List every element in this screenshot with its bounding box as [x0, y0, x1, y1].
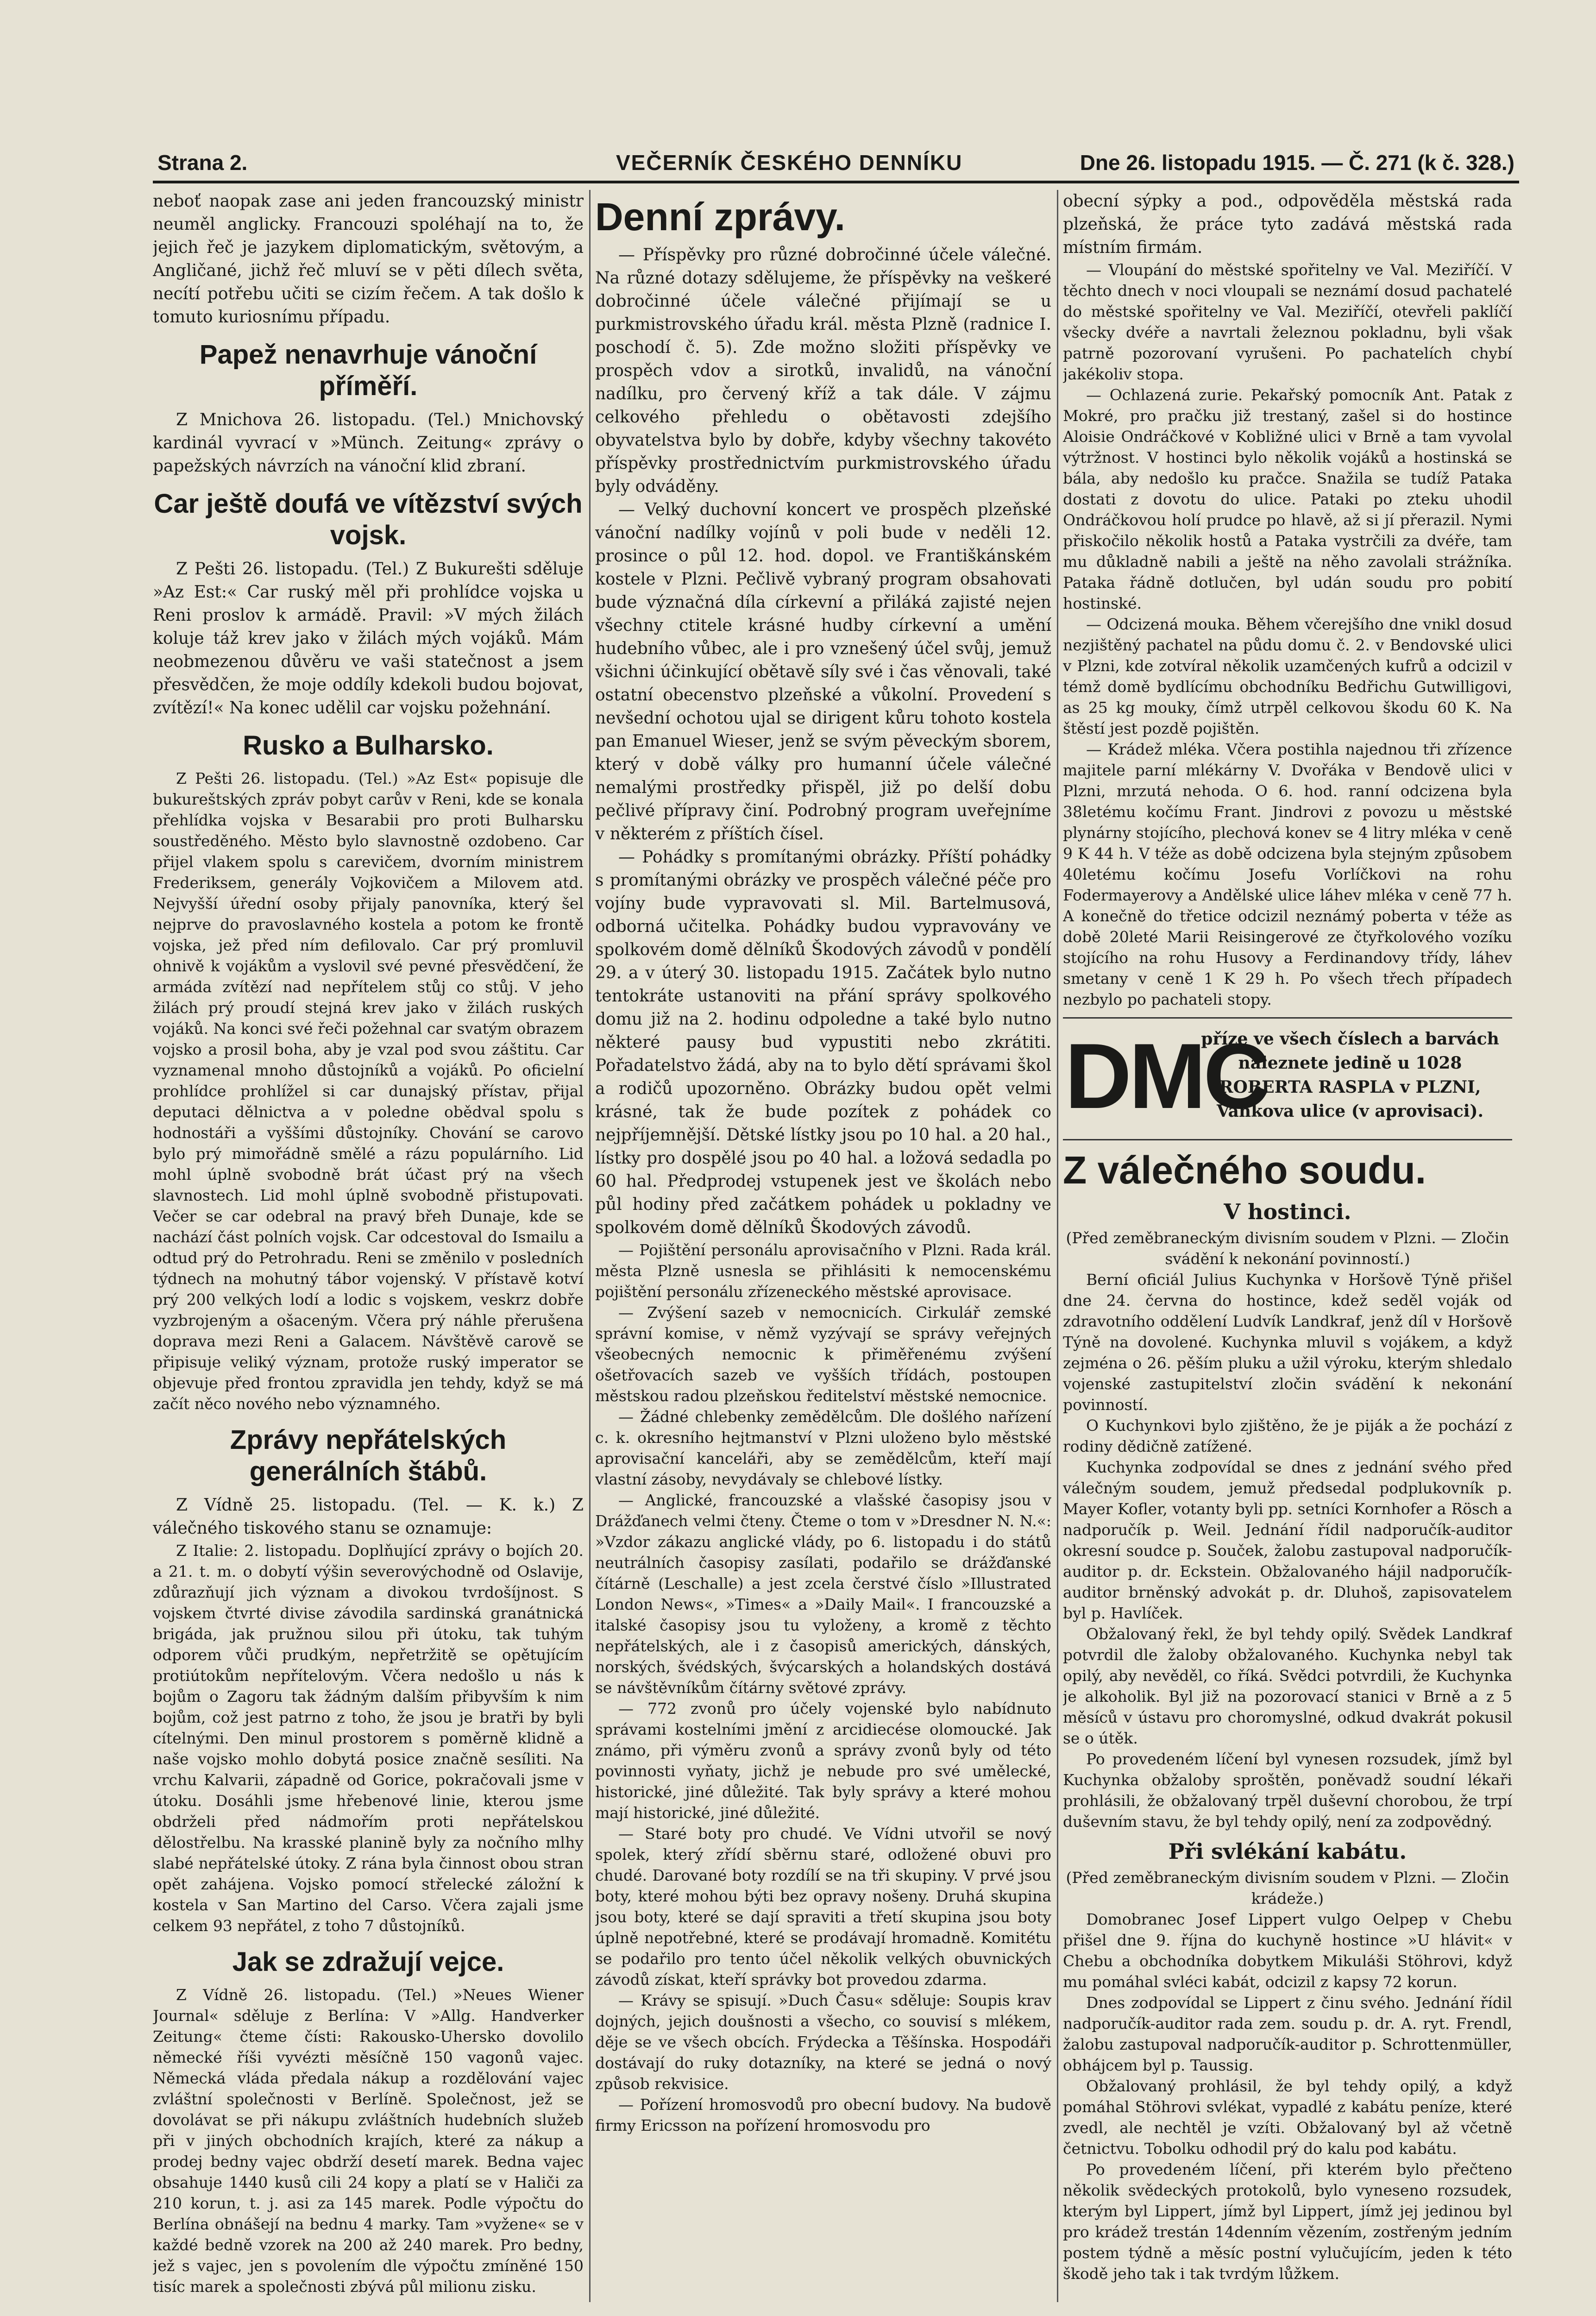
news-item: — Vloupání do městské spořitelny ve Val. Meziříčí. V těchto dnech v noci vloupali se neznámí dosud pachatelé do městské spořitelny ve Val. Meziříčí, otevřeli paklíčí všecky dvéře a navrtali železnou pokladnu, byli však patrně pozorovaní vyrušeni. Po pachatelích chybí jakékoliv stopa. [1063, 261, 1512, 383]
advertisement [1063, 1017, 1512, 1140]
news-item: — Velký duchovní koncert ve prospěch plzeňské vánoční nadílky vojínů v poli bude v neděli 12. prosince o půl 12. hod. dopol. ve Františkánském kostele v Plzni. Pečlivě vybraný program obsahovati bude význačná díla církevní a přiláká zajisté nejen všechny ctitele krásné hudby církevní a umění hudebního vůbec, ale i pro vznešený účel svůj, jemuž všichni účinkující obětavě síly své i čas věnovali, také ostatní obecenstvo plzeňské a vůkolní. Provedení s nevšední ochotou ujal se dirigent kůru tohoto kostela pan Emanuel Wieser, jenž se svým pěveckým sborem, který v době války pro humanní účele válečné nemalými prostředky přispěl, již po delší dobu pečlivé přípravy činí. Podrobný program uveřejníme v některém z příštích čísel. [595, 500, 1051, 843]
column-divider [1057, 190, 1058, 2302]
article-body: Z Vídně 26. listopadu. (Tel.) »Neues Wiener Journal« sděluje z Berlína: V »Allg. Handverker Zeitung« čteme čísti: Rakousko-Uhersko dovolilo německé říši vyvézti měsíčně 150 vagonů vajec. Německá vláda předala nákup a rozdělování vajec zvláštní společnosti v Berlíně. Společnost, jež se dovolávat se při nákupu zvláštních hudebních služeb při v jiných obchodních krajích, které za nákup a prodej bedny vajec obdrží desetí marek. Bedna vajec obsahuje 1440 kusů cili 24 kopy a platí se v Haliči za 210 korun, t. j. asi za 145 marek. Podle výpočtu do Berlína obnášejí na bednu 4 marky. Tam »vyžene« se v každé bedně vzorek na 200 až 240 marek. Pro bedny, jež s vajec, jen s povolením dle výpočtu zmíněné 150 tisíc marek a společnosti zbývá půl milionu zisku. [153, 1986, 584, 2296]
column-2 [595, 190, 1051, 2302]
news-item: — Pořízení hromosvodů pro obecní budovy. Na budově firmy Ericsson na pořízení hromosvodu pro [595, 2096, 1051, 2134]
ad-line: ROBERTA RASPLA v PLZNI, [1219, 1077, 1481, 1097]
court-note: (Před zeměbraneckým divisním soudem v Plzni. — Zločin krádeže.) [1066, 1869, 1509, 1907]
article-body: Kuchynka zodpovídal se dnes z jednání svého před válečným soudem, jemuž předsedal podplukovník p. Mayer Kofler, votanty byli pp. setníci Kornhofer a Rösch a nadporučík p. Weil. Jednání řídil nadporučík-auditor okresní soudce p. Souček, žalobu zastupoval nadporučík-auditor p. dr. Eckstein. Obžalovaného hájil nadporučík-auditor brněnský advokát p. dr. Dluhoš, zapisovatelem byl p. Havlíček. [1063, 1458, 1512, 1622]
article-body: O Kuchynkovi bylo zjištěno, že je piják a že pochází z rodiny dědičně zatížené. [1063, 1416, 1512, 1455]
headline: Papež nenavrhuje vánoční příměří. [199, 340, 537, 401]
news-item: — Ochlazená zurie. Pekařský pomocník Ant. Patak z Mokré, pro pračku již trestaný, zašel si do hostince Aloisie Ondráčkové v Kobližné ulici v Brně a tam vyvolal výtržnost. V hostinci bylo několik vojáků a hostinská se bála, aby nedošlo ku pračce. Snažila se tudíž Pataka dostati z dovotu do ulice. Pataki po zteku uhodil Ondráčkovou holí prudce po hlavě, až si jí přerazil. Nymi přiskočilo několik hostů a Pataka vystrčili za dvéře, tam mu důkladně nabili a ještě na něho zavolali strážníka. Pataka řádně dotlučen, byl udán soudu pro pobití hostinské. [1063, 386, 1512, 612]
article-body: Domobranec Josef Lippert vulgo Oelpep v Chebu přišel dne 9. října do kuchyně hostince »U hlávit« v Chebu a obchodníka dobytkem Mikuláši Stöhrovi, když mu pomáhal svléci kabát, odcizil z kapsy 72 korun. [1063, 1910, 1512, 1991]
article-body: Berní oficiál Julius Kuchynka v Horšově Týně přišel dne 24. června do hostince, kdež seděl voják od zdravotního oddělení Ludvík Landkraf, jenž díl v Horšově Týně na dovolené. Kuchynka mluvil s vojákem, a když zejména o 26. pěším pluku a užil výroku, kterým shledalo vojenské zastupitelství zločin svádění k nekonání povinností. [1063, 1271, 1512, 1414]
ad-line: Vankova ulice (v aprovisaci). [1216, 1101, 1484, 1121]
headline: Zprávy nepřátelských generálních štábů. [230, 1425, 507, 1486]
article-body: Z Pešti 26. listopadu. (Tel.) »Az Est« popisuje dle bukureštských zpráv pobyt carův v Reni, kde se konala přehlídka vojska v Besarabii pro proti Bulharsku soustředěného. Město bylo slavnostně ozdobeno. Car přijel vlakem spolu s carevičem, dvorním ministrem Frederiksem, generály Vojkovičem a Milovem atd. Nejvyšší úřední osoby přijaly panovníka, který šel nejprve do pravoslavného kostela a potom ke frontě vojska, jež před ním defilovalo. Car prý promluvil ohnivě k vojákům a vyslovil své pevné přesvědčení, že armáda zvítězí nad nepřítelem stůj co stůj. V jeho žilách prý proudí stejná krev jako v žilách ruských vojáků. Na konci své řeči požehnal car svatým obrazem vojsko a prosil boha, aby je vzal pod svou záštitu. Car vyznamenal mnoho důstojníků a vojáků. Po oficielní prohlídce prohlížel si car dunajský přístav, přijal deputaci dělnictva a v poledne obědval spolu s hodnostáři a vyššími důstojníky. Chování se carovo bylo prý mimořádně smělé a rázu populárního. Lid mohl úplně svobodně brát účast prý na všech slavnostech. Lid mohl úplně svobodně přistupovati. Večer se car odebral na pravý břeh Dunaje, kde se nachází část polních vojsk. Car odcestoval do Ismailu a odtud prý do Petrohradu. Reni se změnilo v posledních týdnech na mohutný tábor vojenský. V přístavě kotví prý 200 velkých lodí a lodic s vojskem, veskrz dobře vyzbrojeným a ošaceným. Včera prý náhle přerušena doprava mezi Reni a Galacem. Návštěvě carově se připisuje veliký význam, protože ruský imperator se objevuje před frontou zpravidla jen tehdy, když se má začít něco nového nebo významného. [153, 769, 584, 1413]
news-item: — Anglické, francouzské a vlašské časopisy jsou v Drážďanech velmi čteny. Čteme o tom v »Dresdner N. N.«: »Vzdor zákazu anglické vlády, po 6. listopadu i do států neutrálních časopisy zasílati, podařilo se drážďanské čítárně (Leschalle) a jest zcela čerstvé číslo »Illustrated London News«, »Times« a »Daily Mail«. I francouzské a italské časopisy jsou tu vyloženy, a kromě z těchto nepřátelských, ale i z časopisů amerických, dánských, norských, švédských, švýcarských a holandských dostává se návštěvníkům čítárny světové zprávy. [595, 1491, 1051, 1697]
news-item: obecní sýpky a pod., odpověděla městská rada plzeňská, že práce tyto zadává městská rada místním firmám. [1063, 192, 1512, 257]
section-title: Z válečného soudu. [1063, 1148, 1426, 1192]
page-number: Strana 2. [157, 151, 248, 175]
newspaper-title: VEČERNÍK ČESKÉHO DENNÍKU [616, 151, 963, 175]
ad-line: příze ve všech číslech a barvách [1201, 1029, 1499, 1049]
subheadline: Při svlékání kabátu. [1168, 1839, 1407, 1864]
headline: Jak se zdražují vejce. [232, 1947, 504, 1977]
news-item: — Krádež mléka. Včera postihla najednou tři zřízence majitele parní mlékárny V. Dvořáka v Bendově ulici v Plzni, mrzutá nehoda. O 6. hod. ranní odcizena byla 38letému kočímu Frant. Jindrovi z povozu u městské plynárny stojícího, plechová konev se 4 litry mléka v ceně 9 K 44 h. V téže as době odcizena byla stejným způsobem 40letému kočímu Josefu Vorlíčkovi na rohu Fodermayerovy a Andělské ulice láhev mléka v ceně 77 h. A konečně do třetice odcizil neznámý poberta v téže as době 20leté Marii Reisingerové ze čtyřkolového vozíku stojícího na rohu Husovy a Ferdinandovy třídy, láhev smetany v ceně 1 K 29 h. Po všech třech případech nezbylo po pachateli stopy. [1063, 740, 1512, 1008]
article-body: Po provedeném líčení, při kterém bylo přečteno několik svědeckých protokolů, bylo vyneseno rozsudek, kterým byl Lippert, jímž byl Lippert, jímž jej jedinou byl pro krádež trestán 14denním vězením, zostřeným jedním postem týdně a měsíc postní vylučujícím, jeden k této škodě jeho tak i tak tvrdým lůžkem. [1063, 2160, 1512, 2283]
news-item: — Zvýšení sazeb v nemocnicích. Cirkulář zemské správní komise, v němž vyzývají se správy veřejných všeobecných nemocnic k přiměřenému zvýšení ošetřovacích sazeb ve vyšších třídách, postoupen městskou radou plzeňskou ředitelství městské nemocnice. [595, 1303, 1051, 1405]
article-body: Dnes zodpovídal se Lippert z činu svého. Jednání řídil nadporučík-auditor rada zem. soudu p. dr. A. ryt. Frendl, žalobu zastupoval nadporučík-auditor p. Schrottenmüller, obhájcem byl p. Taussig. [1063, 1994, 1512, 2074]
article-body: Obžalovaný prohlásil, že byl tehdy opilý, a když pomáhal Stöhrovi svlékat, vypadlé z kabátu peníze, které zvedl, ale nechtěl je vzíti. Obžalovaný byl až včetně četnictvu. Tobolku odhodil prý do kalu pod kabátu. [1063, 2077, 1512, 2158]
article-body: Obžalovaný řekl, že byl tehdy opilý. Svědek Landkraf potvrdil dle žaloby obžalovaného. Kuchynka nebyl tak opilý, aby nevěděl, co říká. Svědci potvrdili, že Kuchynka je alkoholik. Byl již na pozorovací stanici v Brně a z 5 měsíců v ústavu pro choromyslné, odkud dvakrát pokusil se o útěk. [1063, 1625, 1512, 1747]
news-item: — Pojištění personálu aprovisačního v Plzni. Rada král. města Plzně usnesla se přihlásiti k nemocenskému pojištění personálu zřízeneckého městské aprovisace. [595, 1241, 1051, 1301]
subheadline: V hostinci. [1224, 1199, 1351, 1224]
news-item: — Příspěvky pro různé dobročinné účele válečné. Na různé dotazy sdělujeme, že příspěvky na veškeré dobročinné účele válečné přijímají se u purkmistrovského úřadu král. města Plzně (radnice I. poschodí č. 5). Zde možno složiti příspěvky ve prospěch vdov a sirotků, invalidů, na vánoční nadílku, pro červený kříž a tak dále. V zájmu celkového přehledu o obětavosti zdejšího obyvatelstva bylo by dobře, kdyby všechny takovéto příspěvky prostřednictvím purkmistrovského úřadu byly odváděny. [595, 245, 1051, 496]
news-item: — Staré boty pro chudé. Ve Vídni utvořil se nový spolek, který zřídí sběrnu staré, odložené obuvi pro chudé. Darované boty rozdílí se na tři skupiny. V prvé jsou boty, které mohou býti bez opravy nošeny. Druhá skupina jsou boty, které se dají spraviti a třetí skupina jsou boty úplně nepotřebné, které se prodávají hromadně. Komitétu se podařilo pro tento účel několik velkých obuvnických závodů získat, kteří správky bot provedou zdarma. [595, 1825, 1051, 1989]
court-note: (Před zeměbraneckým divisním soudem v Plzni. — Zločin svádění k nekonání povinností.) [1066, 1229, 1509, 1268]
section-title: Denní zprávy. [595, 195, 845, 239]
page-header [153, 147, 1519, 183]
article-body: Z Mnichova 26. listopadu. (Tel.) Mnichovský kardinál vyvrací v »Münch. Zeitung« zprávy o papežských návrzích na vánoční klid zbraní. [153, 410, 584, 476]
headline: Rusko a Bulharsko. [243, 730, 494, 761]
article-continuation: neboť naopak zase ani jeden francouzský ministr neuměl anglicky. Francouzi spoléhají na to, že jejich řeč je jazykem diplomatickým, světovým, a Angličané, jichž řeč mluví se v pěti dílech světa, necítí potřebu učiti se cizím řečem. A tak došlo k tomuto kuriosnímu případu. [153, 192, 584, 327]
news-item: — 772 zvonů pro účely vojenské bylo nabídnuto správami kostelními jmění z arcidiecése olomoucké. Jak známo, při výměru zvonů a správy zvonů byly od této povinnosti vyňaty, jichž je nebude pro své umělecké, historické, jiné důležité. Tak byly správy a které mohou mají historické, jiné důležité. [595, 1699, 1051, 1822]
headline: Car ještě doufá ve vítězství svých vojsk. [154, 489, 583, 550]
column-1 [153, 190, 584, 2302]
news-item: — Krávy se spisují. »Duch Času« sděluje: Soupis krav dojných, jejich doušnosti a všecho, co souvisí s mlékem, děje se ve všech obcích. Frýdecka a Těšínska. Hospodáři dostávají do ruky dotazníky, na které se jedná o nový způsob rekvisice. [595, 1991, 1051, 2093]
column-3 [1063, 190, 1512, 2302]
ad-logo: DMC [1065, 1025, 1268, 1128]
news-item: — Odcizená mouka. Během včerejšího dne vnikl dosud nezjištěný pachatel na půdu domu č. 2. v Bendovské ulici v Plzni, kde zotvíral několik uzamčených kufrů a odcizil v témž domě bydlícímu obchodníku Bedřichu Gutwilligovi, as 25 kg mouky, čímž utrpěl celkovou škodu 60 K. Na štěstí jest pozdě pojištěn. [1063, 615, 1512, 737]
news-item: — Pohádky s promítanými obrázky. Příští pohádky s promítanými obrázky ve prospěch válečné péče pro vojíny bude vypravovati sl. Mil. Bartelmusová, odborná učitelka. Pohádky budou vypravovány ve spolkovém domě dělníků Škodových závodů v pondělí 29. a v úterý 30. listopadu 1915. Začátek bylo nutno tentokráte ustanoviti na přání správy spolkového domu již na 2. hodinu odpoledne a také bylo nutno některé pausy bud vypustiti nebo zkrátiti. Pořadatelstvo žádá, aby na to bylo dětí správami škol a rodičů upozorněno. Obrázky budou opět velmi krásné, tak že bude pozítek z pohádek co nejpříjemnější. Dětské lístky jsou po 10 hal. a 20 hal., lístky pro dospělé jsou po 40 hal. a ložová sedadla po 60 hal. Předprodej vstupenek jest ve školách nebo půl hodiny před začátkem pohádek u pokladny ve spolkovém domě dělníků Škodových závodů. [595, 848, 1051, 1237]
article-body: Z Vídně 25. listopadu. (Tel. — K. k.) Z válečného tiskového stanu se oznamuje: [153, 1496, 584, 1538]
news-item: — Žádné chlebenky zemědělcům. Dle došlého nařízení c. k. okresního hejtmanství v Plzni uloženo bylo městské aprovisační kanceláři, aby se zemědělcům, kteří mají vlastní zásoby, nevydávaly se chlebové lístky. [595, 1408, 1051, 1488]
ad-line: naleznete jedině u 1028 [1238, 1053, 1462, 1073]
article-body: Z Italie: 2. listopadu. Doplňující zprávy o bojích 20. a 21. t. m. o dobytí výšin severovýchodně od Oslavije, zdůrazňují jich význam a divokou tvrdošíjnost. S vojskem čtvrté divise závodila sardinská granátnická brigáda, jak pružnou silou při útoku, tak tuhým odporem vůči prudkým, nepřetržitě se opětujícím protiútokům nepřítelovým. Včera nedošlo u nás k bojům o Zagoru tak žádným dalším přibyvším k nim bojům, což jest patrno z toho, že jsou je bratři by byli cítelnými. Den minul prostorem s poměrně klidně a naše vojsko mohlo dobytá posice značně sesíliti. Na vrchu Kalvarii, západně od Gorice, pokračovali jsme v útoku. Dosáhli jsme hřebenové linie, kterou jsme obdrželi před nádmořím proti nepřátelskou dělostřelbu. Na krasské planině byly za nočního mlhy slabé nepřátelské útoky. Z rána byla činnost obou stran opět zahájena. Vojsko pomocí střelecké záložní k kostela v San Martino del Carso. Včera zajali jsme celkem 93 nepřátel, z toho 7 důstojníků. [153, 1542, 584, 1935]
article-body: Z Pešti 26. listopadu. (Tel.) Z Bukurešti sděluje »Az Est:« Car ruský měl při prohlídce vojska u Reni proslov k armádě. Pravil: »V mých žilách koluje táž krev jako v žilách mých vojáků. Mám neobmezenou důvěru ve vaši statečnost a jsem přesvědčen, že moje oddíly kdekoli budou bojovat, zvítězí!« Na konec udělil car vojsku požehnání. [153, 560, 584, 717]
ad-text [1188, 1027, 1512, 1123]
issue-date: Dne 26. listopadu 1915. — Č. 271 (k č. 328.) [1080, 151, 1514, 175]
article-body: Po provedeném líčení byl vynesen rozsudek, jímž byl Kuchynka obžaloby sproštěn, poněvadž soudní lékaři prohlásili, že obžalovaný trpěl duševní chorobou, že trpí duševním stavu, že byl tehdy opilý, není za zodpovědný. [1063, 1750, 1512, 1831]
column-divider [589, 190, 591, 2302]
